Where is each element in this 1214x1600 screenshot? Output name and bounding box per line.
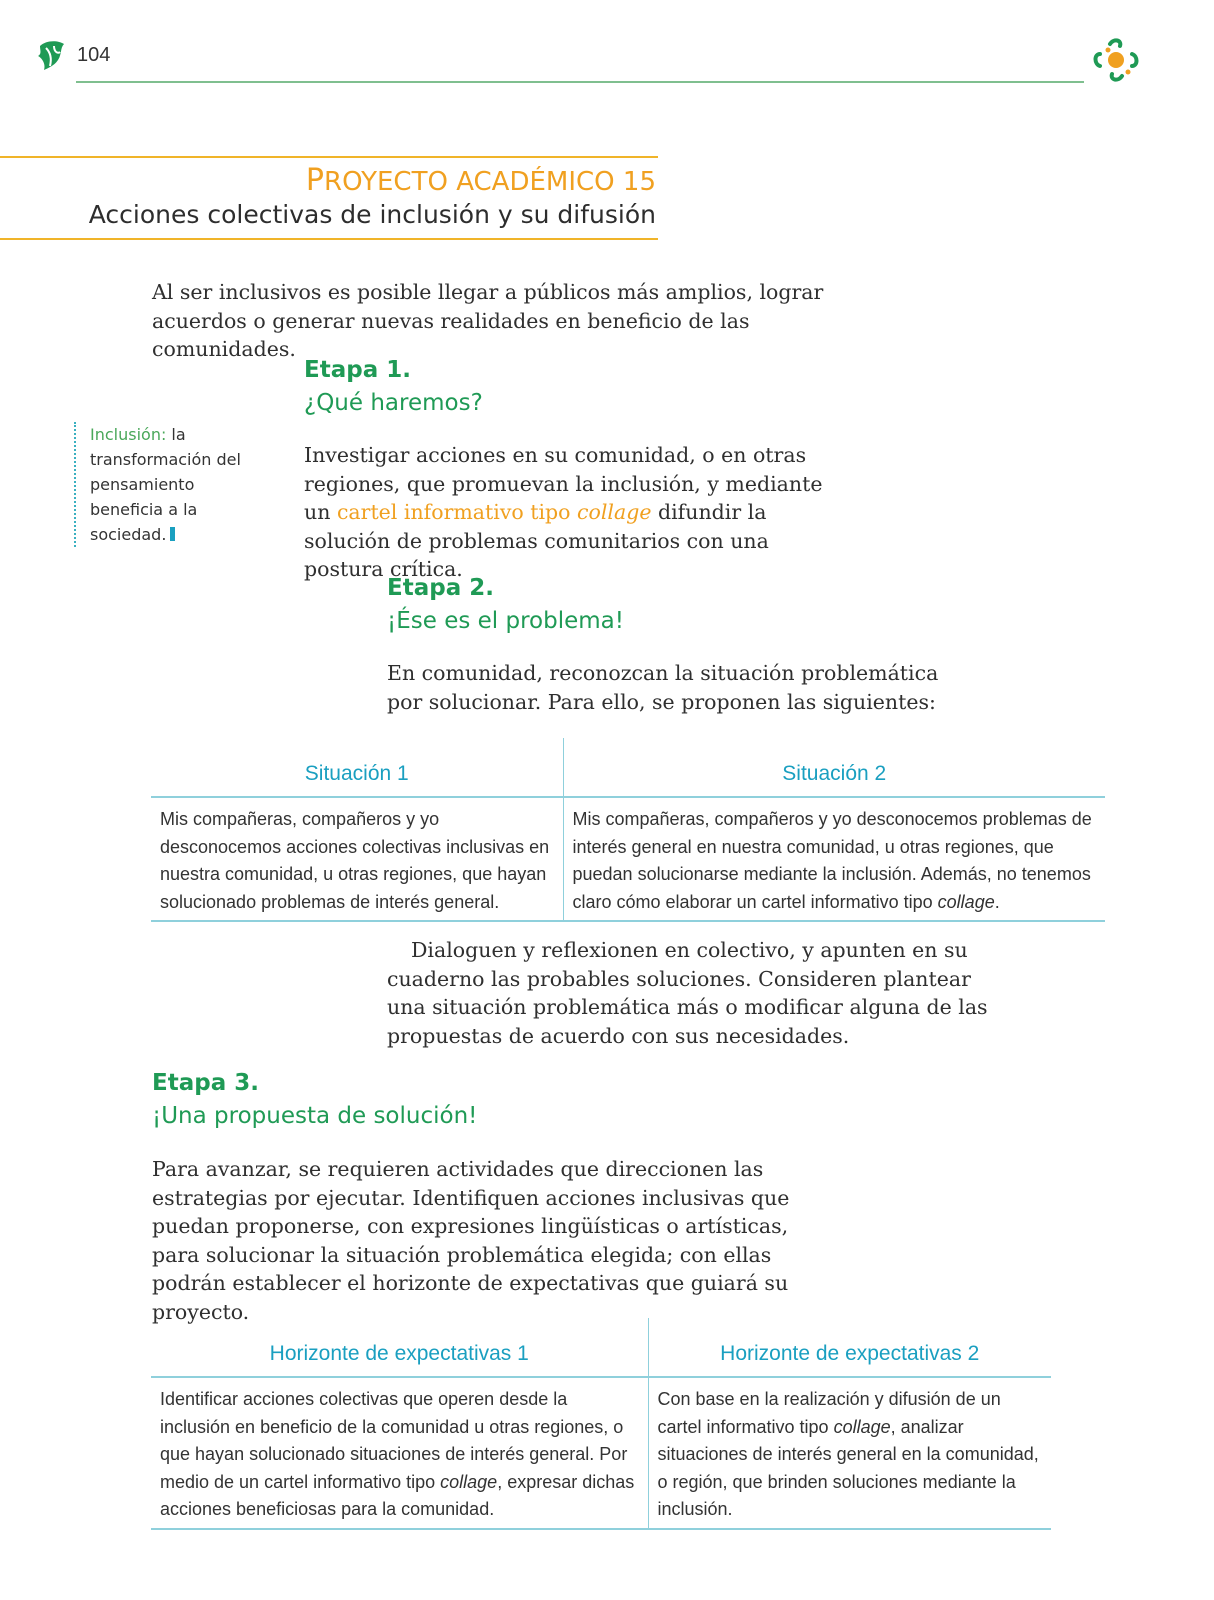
situations-body-row xyxy=(151,797,1105,921)
stage3-title: ¡Una propuesta de solución! xyxy=(152,1103,478,1129)
glossary-end-mark xyxy=(170,527,175,541)
situations-header-row xyxy=(151,738,1105,797)
intro-paragraph: Al ser inclusivos es posible llegar a públicos más amplios, lograr acuerdos o generar nuevas realidades en beneficio de las comunidades. xyxy=(152,280,824,361)
horizons-table xyxy=(151,1318,1051,1530)
project-subtitle: Acciones colectivas de inclusión y su difusión xyxy=(88,200,656,229)
page-number: 104 xyxy=(77,44,111,66)
glossary-note xyxy=(74,422,265,547)
leaf-icon xyxy=(36,38,68,72)
situation-1-cell: Mis compañeras, compañeros y yo desconocemos acciones colectivas inclusivas en nuestra comunidad, u otras regiones, que hayan solucionado problemas de interés general. xyxy=(151,797,563,921)
horizon-1-text-before: Identificar acciones colectivas que operen desde la inclusión en beneficio de la comunidad u otras regiones, o que hayan solucionado situaciones de interés general. Por medio de un cartel informativo tipo xyxy=(160,1389,628,1492)
horizon-2-text-before: Con base en la realización y difusión de un cartel informativo tipo xyxy=(657,1389,1001,1437)
stage2-number: Etapa 2. xyxy=(387,575,494,601)
stage1-number: Etapa 1. xyxy=(304,357,411,383)
situation-1-header: Situación 1 xyxy=(151,738,563,797)
horizon-2-cell xyxy=(648,1377,1051,1529)
stage2-paragraph: En comunidad, reconozcan la situación problemática por solucionar. Para ello, se proponen las siguientes: xyxy=(387,661,939,714)
horizon-1-text-after: , expresar dichas acciones beneficiosas para la comunidad. xyxy=(160,1471,635,1519)
stage1-highlight-italic: collage xyxy=(577,500,652,524)
project-label xyxy=(0,163,656,198)
stage3-paragraph: Para avanzar, se requieren actividades que direccionen las estrategias por ejecutar. Identifiquen acciones inclusivas que puedan proponerse, con expresiones lingüísticas o artísticas, para solucionar la situación problemática elegida; con ellas podrán establecer el horizonte de expectativas que guiará su proyecto. xyxy=(152,1157,790,1324)
situation-2-header: Situación 2 xyxy=(563,738,1105,797)
horizon-2-header: Horizonte de expectativas 2 xyxy=(648,1318,1051,1377)
horizon-1-header: Horizonte de expectativas 1 xyxy=(151,1318,648,1377)
situation-2-text-before: Mis compañeras, compañeros y yo desconocemos problemas de interés general en nuestra comunidad, u otras regiones, que puedan solucionarse mediante la inclusión. Además, no tenemos claro cómo elaborar un cartel informativo tipo xyxy=(572,809,1092,912)
project-label-rest: ROYECTO ACADÉMICO 15 xyxy=(324,167,656,197)
horizon-2-italic: collage xyxy=(833,1416,891,1437)
situation-2-text-after: . xyxy=(994,891,1000,912)
horizon-1-cell xyxy=(151,1377,648,1529)
glossary-definition: la transformación del pensamiento beneficia a la sociedad. xyxy=(90,425,241,544)
situations-table xyxy=(151,738,1105,922)
horizons-body-row xyxy=(151,1377,1051,1529)
title-rule-bottom xyxy=(0,238,658,240)
dialogue-paragraph: Dialoguen y reflexionen en colectivo, y apunten en su cuaderno las probables soluciones. Consideren plantear una situación problemática más o modificar alguna de las propuestas de acuerdo con sus necesidades. xyxy=(387,938,988,1048)
title-rule-top xyxy=(0,156,658,158)
stage1-paragraph xyxy=(304,441,824,584)
stage1-title: ¿Qué haremos? xyxy=(304,390,483,416)
stage1-text-before: Investigar acciones en su comunidad, o en otras regiones, que promuevan la inclusión, y mediante un xyxy=(304,443,823,524)
situation-2-italic: collage xyxy=(937,891,995,912)
glossary-term: Inclusión: xyxy=(90,425,167,444)
situation-2-cell xyxy=(563,797,1105,921)
stage2-title: ¡Ése es el problema! xyxy=(387,608,624,634)
project-label-initial: P xyxy=(305,163,325,198)
horizon-1-italic: collage xyxy=(440,1471,498,1492)
horizons-header-row xyxy=(151,1318,1051,1377)
horizon-2-text-after: , analizar situaciones de interés general en la comunidad, o región, que brinden soluciones mediante la inclusión. xyxy=(657,1416,1039,1519)
stage1-highlight: cartel informativo tipo xyxy=(336,500,578,524)
header-rule xyxy=(76,81,1084,83)
stage1-text-after: difundir la solución de problemas comunitarios con una postura crítica. xyxy=(304,500,769,581)
stage3-number: Etapa 3. xyxy=(152,1070,259,1096)
community-emblem-icon xyxy=(1088,34,1144,86)
